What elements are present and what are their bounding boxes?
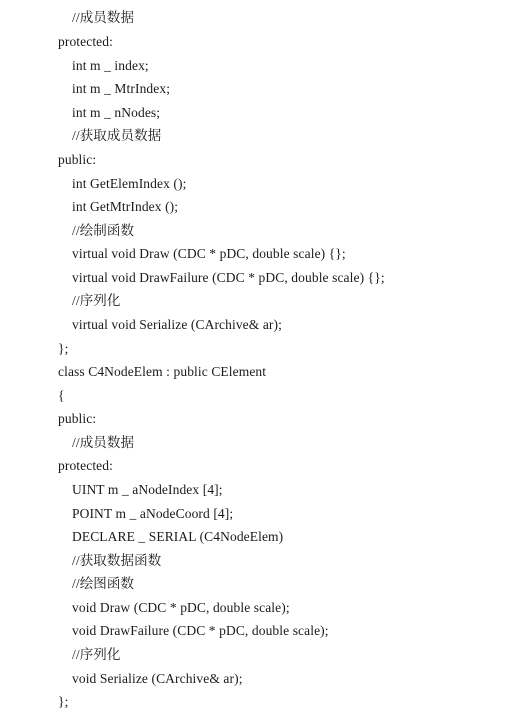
code-line: protected: [58, 34, 113, 49]
code-line: }; [58, 341, 69, 356]
code-line: { [58, 388, 65, 403]
code-line: virtual void DrawFailure (CDC * pDC, double scale) {}; [72, 270, 385, 285]
code-line: int m _ index; [72, 58, 149, 73]
code-line: void Serialize (CArchive& ar); [72, 671, 243, 686]
code-line: int m _ nNodes; [72, 105, 161, 120]
code-line: virtual void Draw (CDC * pDC, double scale) {}; [72, 246, 346, 261]
code-line: //绘图函数 [72, 576, 135, 591]
code-line: void DrawFailure (CDC * pDC, double scale); [72, 623, 329, 638]
code-line: POINT m _ aNodeCoord [4]; [72, 506, 234, 521]
code-line: }; [58, 694, 69, 709]
code-line: //序列化 [72, 647, 121, 662]
code-line: int GetElemIndex (); [72, 176, 187, 191]
code-line: //获取成员数据 [72, 128, 162, 143]
code-line: int m _ MtrIndex; [72, 81, 171, 96]
code-line: public: [58, 152, 97, 167]
code-line: void Draw (CDC * pDC, double scale); [72, 600, 290, 615]
code-line: //序列化 [72, 293, 121, 308]
code-line: virtual void Serialize (CArchive& ar); [72, 317, 282, 332]
code-line: public: [58, 411, 97, 426]
code-line: UINT m _ aNodeIndex [4]; [72, 482, 223, 497]
code-line: //成员数据 [72, 435, 135, 450]
code-line: DECLARE _ SERIAL (C4NodeElem) [72, 529, 284, 544]
code-line: //获取数据函数 [72, 553, 162, 568]
code-line: //成员数据 [72, 10, 135, 25]
code-line: int GetMtrIndex (); [72, 199, 179, 214]
code-line: //绘制函数 [72, 223, 135, 238]
code-line: protected: [58, 458, 113, 473]
code-line: class C4NodeElem : public CElement [58, 364, 267, 379]
